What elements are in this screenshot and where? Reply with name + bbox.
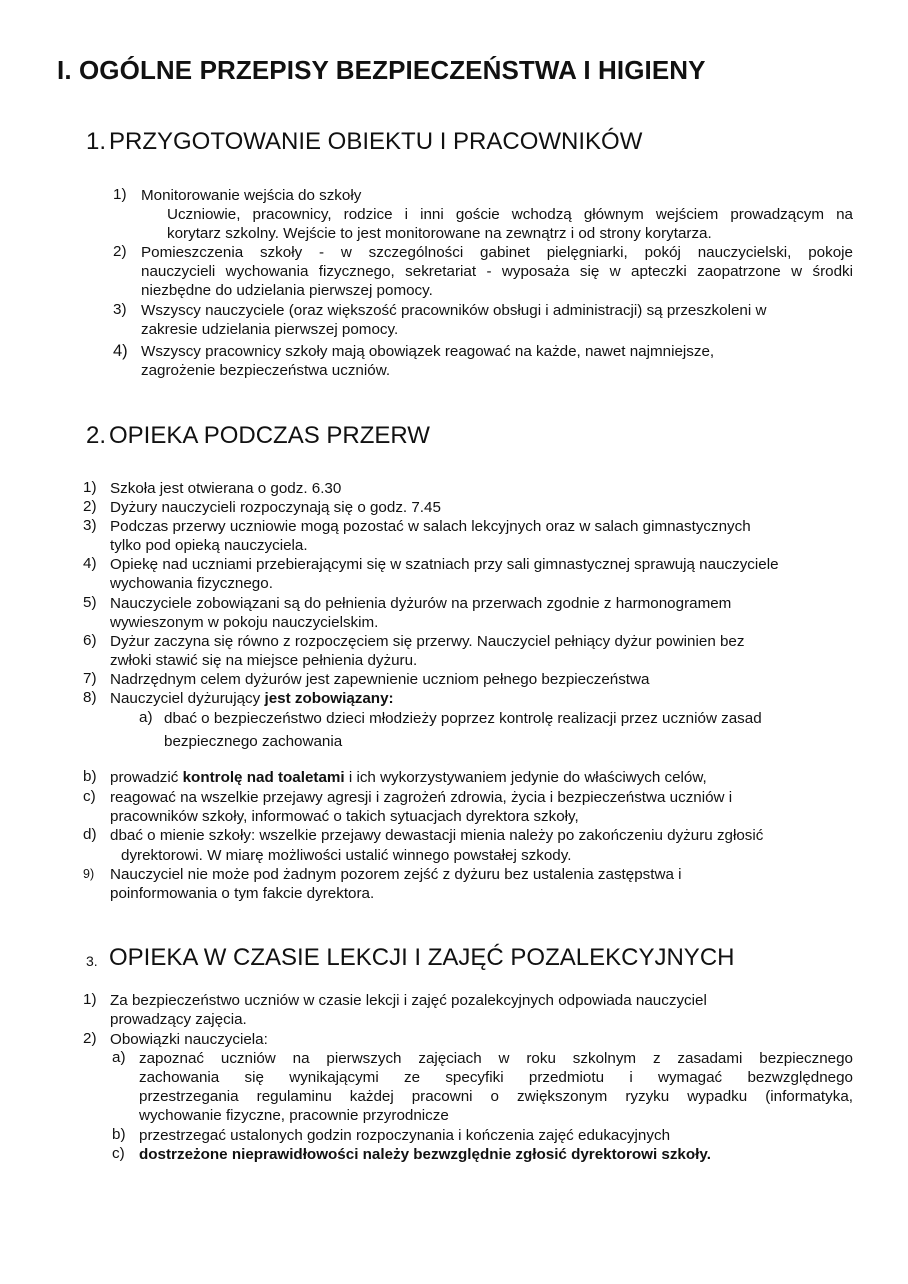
- section-1-heading: PRZYGOTOWANIE OBIEKTU I PRACOWNIKÓW: [109, 128, 643, 155]
- list-item-text: przestrzegania regulaminu każdej pracowni o zwiększonym ryzyku wypadku (informatyka,: [139, 1088, 853, 1105]
- list-item-letter: c): [112, 1145, 125, 1162]
- list-item-text: Szkoła jest otwierana o godz. 6.30: [110, 480, 342, 497]
- list-item-number: 7): [83, 670, 97, 687]
- list-item-text: Wszyscy nauczyciele (oraz większość pracowników obsługi i administracji) są przeszkoleni w: [141, 302, 767, 319]
- list-item-text: Nauczyciel nie może pod żadnym pozorem zejść z dyżuru bez ustalenia zastępstwa i: [110, 866, 682, 883]
- section-3-heading: OPIEKA W CZASIE LEKCJI I ZAJĘĆ POZALEKCYJNYCH: [109, 944, 735, 971]
- list-item-number: 3): [113, 301, 127, 318]
- list-item-number: 1): [83, 991, 97, 1008]
- list-item-letter: a): [112, 1049, 126, 1066]
- list-item-text: Wszyscy pracownicy szkoły mają obowiązek reagować na każde, nawet najmniejsze,: [141, 343, 715, 360]
- list-item-letter: b): [112, 1126, 126, 1143]
- list-item-letter: b): [83, 768, 97, 785]
- list-item-text: Uczniowie, pracownicy, rodzice i inni goście wchodzą głównym wejściem prowadzącym na: [167, 206, 853, 223]
- section-3-number: 3.: [86, 953, 98, 969]
- section-1-number: 1.: [86, 128, 107, 155]
- list-item-text: zagrożenie bezpieczeństwa uczniów.: [141, 362, 391, 379]
- list-item-text: Nadrzędnym celem dyżurów jest zapewnienie uczniom pełnego bezpieczeństwa: [110, 671, 650, 688]
- list-item-text: Dyżur zaczyna się równo z rozpoczęciem się przerwy. Nauczyciel pełniący dyżur powinien bez: [110, 633, 745, 650]
- list-item-number: 6): [83, 632, 97, 649]
- list-item-text: przestrzegać ustalonych godzin rozpoczynania i kończenia zajęć edukacyjnych: [139, 1127, 671, 1144]
- list-item-text: Opiekę nad uczniami przebierającymi się w szatniach przy sali gimnastycznej sprawują nauczyciele: [110, 556, 779, 573]
- list-item-text: dbać o mienie szkoły: wszelkie przejawy dewastacji mienia należy po zakończeniu dyżuru zgłosić: [110, 827, 764, 844]
- list-item-text: dbać o bezpieczeństwo dzieci młodzieży poprzez kontrolę realizacji przez uczniów zasad: [164, 710, 762, 727]
- list-item-number: 2): [113, 243, 127, 260]
- list-item-text: bezpiecznego zachowania: [164, 733, 343, 750]
- list-item-text: zachowania się wynikającymi ze specyfiki przedmiotu i wymagać bezwzględnego: [139, 1069, 853, 1086]
- list-item-text: Pomieszczenia szkoły - w szczególności gabinet pielęgniarki, pokój nauczycielski, pokoje: [141, 244, 853, 261]
- section-2-heading: OPIEKA PODCZAS PRZERW: [109, 422, 430, 449]
- list-item-text: prowadzący zajęcia.: [110, 1011, 247, 1028]
- section-2-number: 2.: [86, 422, 107, 449]
- list-item-number: 4): [113, 342, 128, 360]
- list-item-text: dyrektorowi. W miarę możliwości ustalić winnego powstałej szkody.: [121, 847, 572, 864]
- list-item-text: zapoznać uczniów na pierwszych zajęciach w roku szkolnym z zasadami bezpiecznego: [139, 1050, 853, 1067]
- list-item-text: wychowanie fizyczne, pracownie przyrodnicze: [139, 1107, 449, 1124]
- list-item-text: Nauczyciel dyżurujący jest zobowiązany:: [110, 690, 394, 707]
- list-item-number: 9): [83, 867, 95, 881]
- list-item-text: niezbędne do udzielania pierwszej pomocy.: [141, 282, 433, 299]
- list-item-number: 1): [83, 479, 97, 496]
- list-item-text: Nauczyciele zobowiązani są do pełnienia dyżurów na przerwach zgodnie z harmonogramem: [110, 595, 732, 612]
- list-item-text: poinformowania o tym fakcie dyrektora.: [110, 885, 375, 902]
- list-item-number: 8): [83, 689, 97, 706]
- list-item-number: 1): [113, 186, 127, 203]
- list-item-text: Obowiązki nauczyciela:: [110, 1031, 268, 1048]
- list-item-letter: d): [83, 826, 97, 843]
- list-item-number: 2): [83, 1030, 97, 1047]
- list-item-number: 3): [83, 517, 97, 534]
- list-item-text: zwłoki stawić się na miejsce pełnienia dyżuru.: [110, 652, 418, 669]
- list-item-text: nauczycieli wychowania fizycznego, sekretariat - wyposaża się w apteczki zaopatrzone w środki: [141, 263, 853, 280]
- list-item-text: Podczas przerwy uczniowie mogą pozostać w salach lekcyjnych oraz w salach gimnastycznych: [110, 518, 751, 535]
- list-item-text: zakresie udzielania pierwszej pomocy.: [141, 321, 399, 338]
- list-item-letter: a): [139, 709, 153, 726]
- list-item-text: wychowania fizycznego.: [110, 575, 273, 592]
- list-item-number: 4): [83, 555, 97, 572]
- list-item-letter: c): [83, 788, 96, 805]
- list-item-text: dostrzeżone nieprawidłowości należy bezwzględnie zgłosić dyrektorowi szkoły.: [139, 1146, 711, 1163]
- list-item-text: prowadzić kontrolę nad toaletami i ich wykorzystywaniem jedynie do właściwych celów,: [110, 769, 707, 786]
- page-title: I. OGÓLNE PRZEPISY BEZPIECZEŃSTWA I HIGIENY: [57, 55, 706, 85]
- list-item-text: Monitorowanie wejścia do szkoły: [141, 187, 362, 204]
- list-item-text: wywieszonym w pokoju nauczycielskim.: [110, 614, 379, 631]
- list-item-text: reagować na wszelkie przejawy agresji i zagrożeń zdrowia, życia i bezpieczeństwa uczniów i: [110, 789, 733, 806]
- list-item-text: tylko pod opieką nauczyciela.: [110, 537, 308, 554]
- list-item-text: Dyżury nauczycieli rozpoczynają się o godz. 7.45: [110, 499, 441, 516]
- list-item-number: 2): [83, 498, 97, 515]
- list-item-text: pracowników szkoły, informować o takich sytuacjach dyrektora szkoły,: [110, 808, 579, 825]
- list-item-number: 5): [83, 594, 97, 611]
- list-item-text: korytarz szkolny. Wejście to jest monitorowane na zewnątrz i od strony korytarza.: [167, 225, 712, 242]
- list-item-text: Za bezpieczeństwo uczniów w czasie lekcji i zajęć pozalekcyjnych odpowiada nauczyciel: [110, 992, 707, 1009]
